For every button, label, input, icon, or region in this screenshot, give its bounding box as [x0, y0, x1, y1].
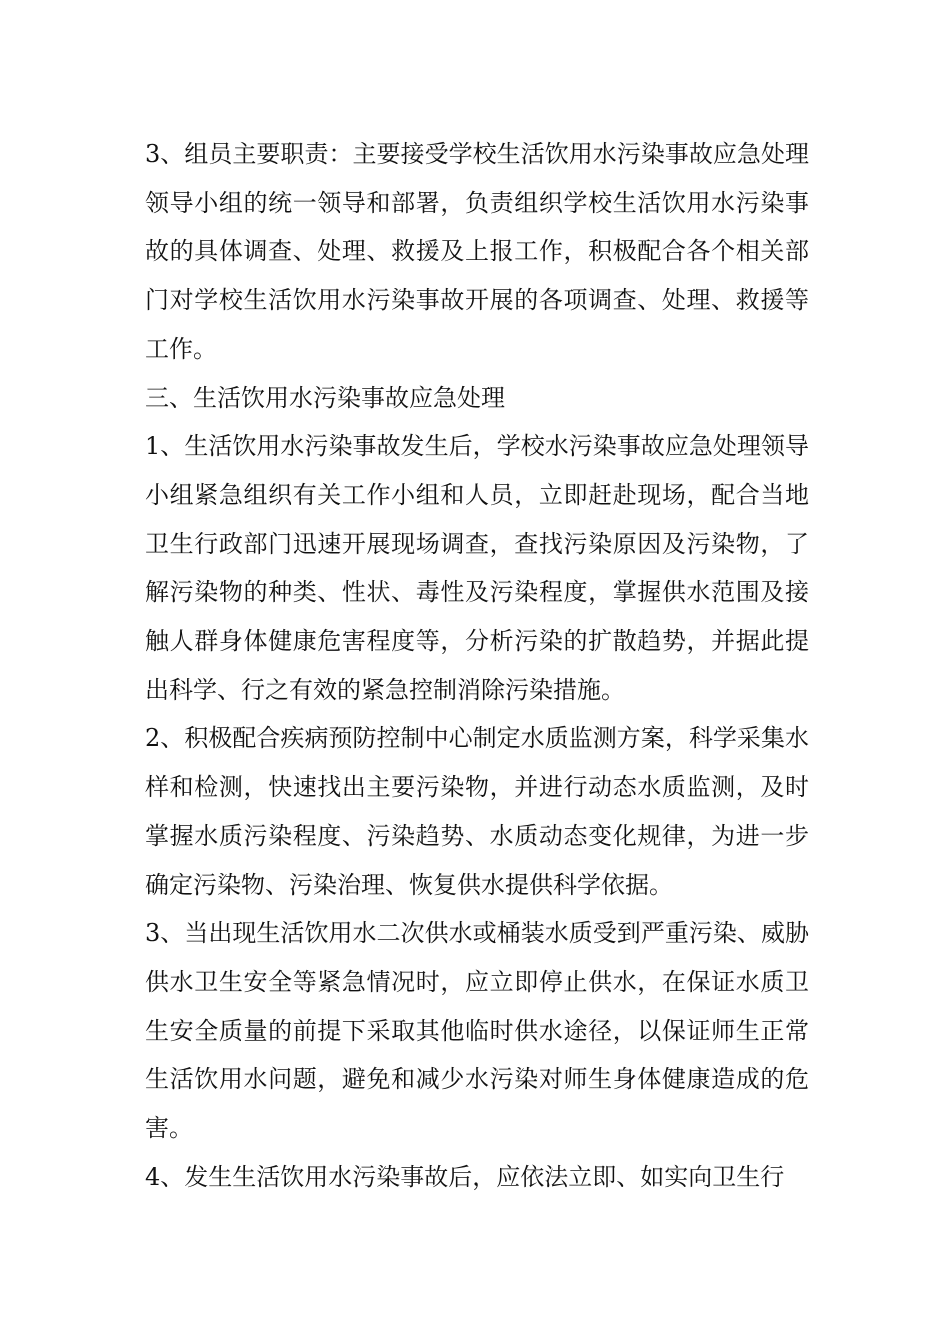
paragraph-item-3: 3、当出现生活饮用水二次供水或桶装水质受到严重污染、威胁供水卫生安全等紧急情况时，应立即停止供水，在保证水质卫生安全质量的前提下采取其他临时供水途径，以保证师生正常生活饮用水问题，避免和减少水污染对师生身体健康造成的危害。 — [145, 919, 809, 1143]
document-page — [145, 130, 809, 1201]
section-heading-emergency-handling: 三、生活饮用水污染事故应急处理 — [145, 383, 505, 412]
paragraph-item-1: 1、生活饮用水污染事故发生后，学校水污染事故应急处理领导小组紧急组织有关工作小组和人员，立即赶赴现场，配合当地卫生行政部门迅速开展现场调查，查找污染原因及污染物，了解污染物的种类、性状、毒性及污染程度，掌握供水范围及接触人群身体健康危害程度等，分析污染的扩散趋势，并据此提出科学、行之有效的紧急控制消除污染措施。 — [145, 432, 809, 704]
paragraph-item-4: 4、发生生活饮用水污染事故后，应依法立即、如实向卫生行 — [145, 1162, 785, 1191]
paragraph-member-duties: 3、组员主要职责：主要接受学校生活饮用水污染事故应急处理领导小组的统一领导和部署，负责组织学校生活饮用水污染事故的具体调查、处理、救援及上报工作，积极配合各个相关部门对学校生活饮用水污染事故开展的各项调查、处理、救援等工作。 — [145, 140, 809, 363]
paragraph-item-2: 2、积极配合疾病预防控制中心制定水质监测方案，科学采集水样和检测，快速找出主要污染物，并进行动态水质监测，及时掌握水质污染程度、污染趋势、水质动态变化规律，为进一步确定污染物、污染治理、恢复供水提供科学依据。 — [145, 724, 809, 899]
